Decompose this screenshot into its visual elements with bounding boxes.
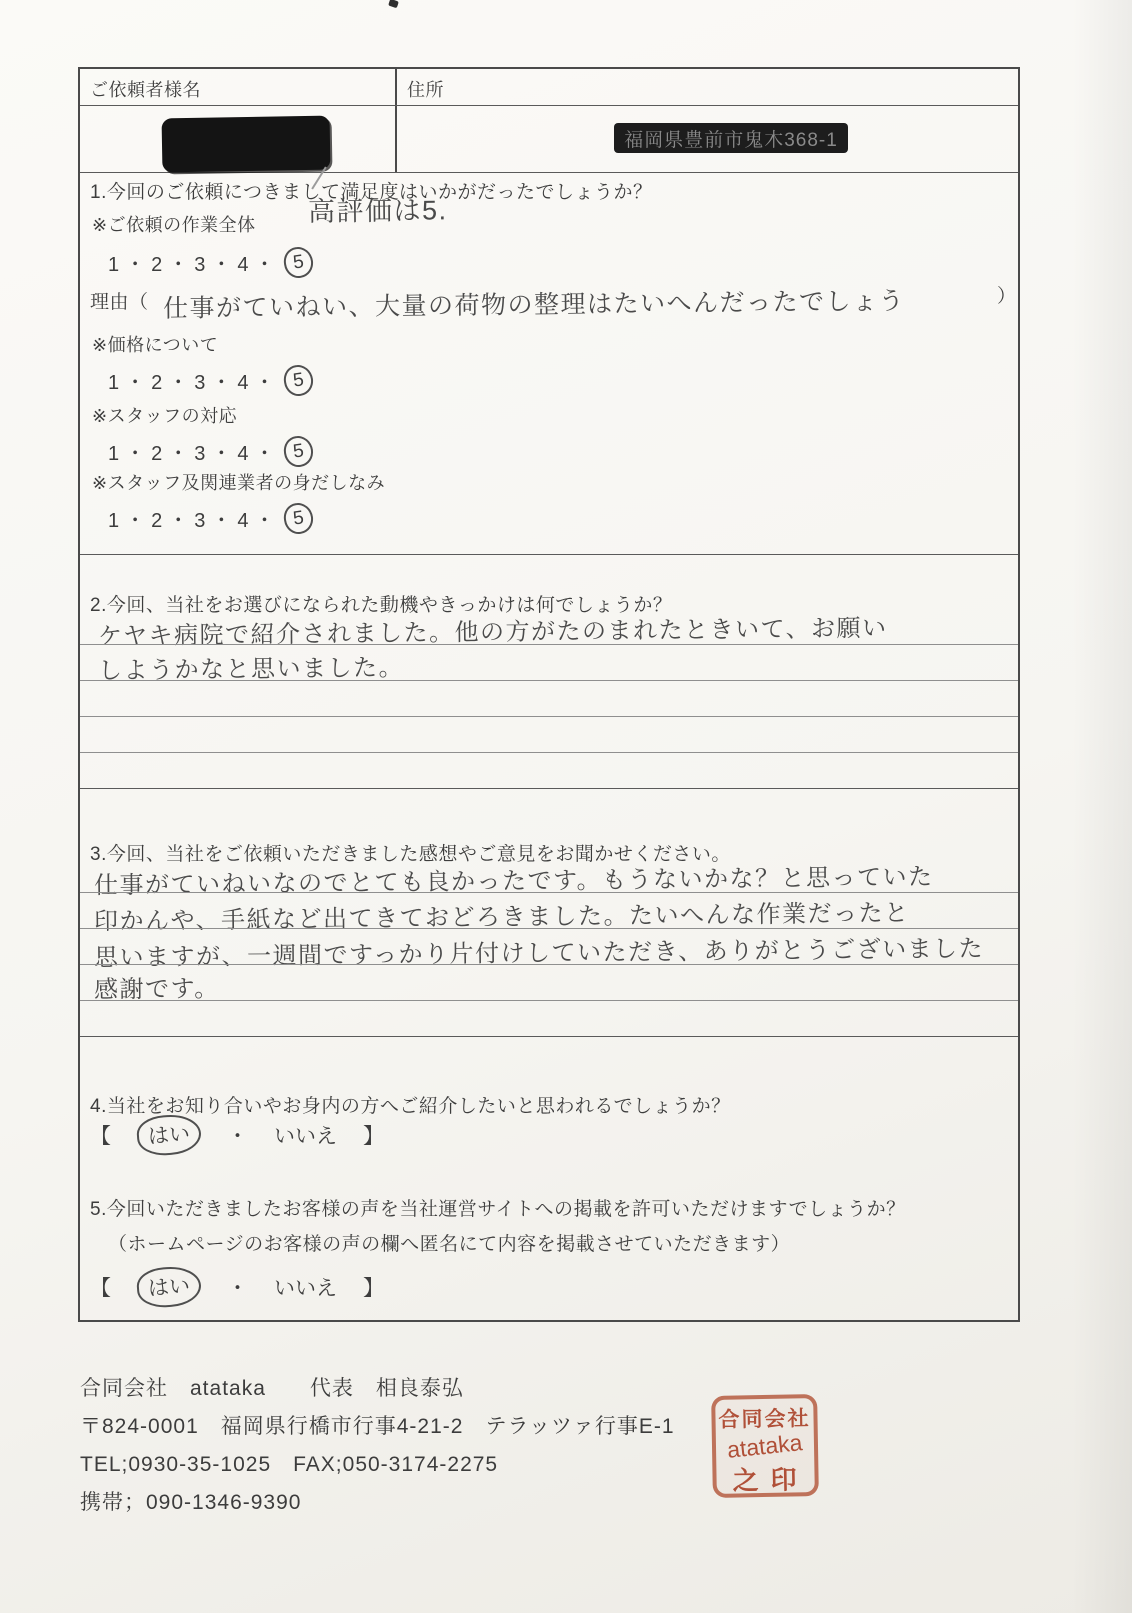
address-redacted-text: 福岡県豊前市鬼木368-1 <box>624 129 838 151</box>
client-name-redaction <box>162 116 331 173</box>
q3-answer-line-1: 仕事がていねいなのでとても良かったです。もうないかな？と思っていた <box>93 863 934 900</box>
rating-circled-5: 5 <box>281 434 314 469</box>
q1-item-staff-label: ※スタッフの対応 <box>92 406 238 426</box>
rating-circled-5: 5 <box>281 363 314 398</box>
rating-scale-numbers: 1・2・3・4・ <box>108 510 281 532</box>
scan-edge-shadow <box>1072 0 1132 1613</box>
q1-rating-staff <box>108 436 313 467</box>
address-label: 住所 <box>407 80 444 100</box>
choice-separator: ・ <box>227 1277 248 1300</box>
question-3-title: 3.今回、当社をご依頼いただきました感想やご意見をお聞かせください。 <box>90 844 731 865</box>
q1-reason-handwritten: 仕事がていねい、大量の荷物の整理はたいへんだったでしょう <box>162 287 905 323</box>
seal-line-1: 合同会社 <box>718 1407 811 1432</box>
q1-item-grooming-label: ※スタッフ及関連業者の身だしなみ <box>92 473 386 493</box>
seal-line-2: atataka <box>726 1429 804 1463</box>
q5-option-no: いいえ <box>274 1277 337 1300</box>
q1-item-price-label: ※価格について <box>92 335 219 355</box>
q1-overall-handwritten-note: 高評価は5. <box>307 195 448 227</box>
q2-answer-line-1: ケヤキ病院で紹介されました。他の方がたのまれたときいて、お願い <box>97 614 888 651</box>
question-4-title: 4.当社をお知り合いやお身内の方へご紹介したいと思われるでしょうか？ <box>90 1096 731 1117</box>
ruled-line <box>80 964 1018 965</box>
rating-circled-5: 5 <box>281 245 314 280</box>
section-divider-q3-q4 <box>80 1036 1018 1037</box>
q4-choice-row <box>90 1115 384 1155</box>
bracket-open: 【 <box>90 1125 111 1148</box>
q3-answer-line-2: 印かんや、手紙など出てきておどろきました。たいへんな作業だったと <box>93 899 910 936</box>
rating-scale-numbers: 1・2・3・4・ <box>108 372 281 394</box>
client-name-label: ご依頼者様名 <box>90 80 201 100</box>
table-header-divider <box>80 105 1018 106</box>
q1-reason-row <box>90 287 905 321</box>
q1-rating-price <box>108 365 313 396</box>
q5-note: （ホームページのお客様の声の欄へ匿名にて内容を掲載させていただきます） <box>108 1234 791 1255</box>
ruled-line <box>80 680 1018 681</box>
q4-selected-yes: はい <box>136 1113 203 1157</box>
ruled-line <box>80 644 1018 645</box>
question-5-title: 5.今回いただきましたお客様の声を当社運営サイトへの掲載を許可いただけますでしょうか？ <box>90 1199 906 1220</box>
bracket-close: 】 <box>363 1125 384 1148</box>
q1-item-overall-label: ※ご依頼の作業全体 <box>92 215 256 235</box>
table-bottom-border <box>80 172 1018 173</box>
bracket-close: 】 <box>363 1277 384 1300</box>
q3-answer-line-4: 感謝です。 <box>93 975 220 1004</box>
bracket-open: 【 <box>90 1277 111 1300</box>
choice-separator: ・ <box>227 1125 248 1148</box>
footer-company-line: 合同会社 atataka 代表 相良泰弘 <box>80 1377 464 1400</box>
footer-address-line: 〒824-0001 福岡県行橋市行事4-21-2 テラッツァ行事E-1 <box>80 1415 675 1438</box>
rating-scale-numbers: 1・2・3・4・ <box>108 443 281 465</box>
scan-artifact-speck <box>388 0 399 8</box>
section-divider-q1-q2 <box>80 554 1018 555</box>
address-redaction <box>614 123 848 153</box>
ruled-line <box>80 752 1018 753</box>
company-seal-stamp <box>711 1394 819 1498</box>
ruled-line <box>80 716 1018 717</box>
q5-choice-row <box>90 1267 384 1307</box>
q5-selected-yes: はい <box>136 1265 203 1309</box>
question-2-title: 2.今回、当社をお選びになられた動機やきっかけは何でしょうか？ <box>90 595 673 616</box>
rating-circled-5: 5 <box>281 501 314 536</box>
survey-form <box>78 67 1020 1322</box>
footer-mobile-line: 携帯；090-1346-9390 <box>80 1491 302 1514</box>
question-1-title: 1.今回のご依頼につきまして満足度はいかがだったでしょうか？ <box>90 182 653 203</box>
q4-option-no: いいえ <box>274 1125 337 1148</box>
q1-reason-label: 理由（ <box>90 292 149 313</box>
footer-phone-line: TEL;0930-35-1025 FAX;050-3174-2275 <box>80 1453 499 1476</box>
q1-rating-grooming <box>108 503 313 534</box>
rating-scale-numbers: 1・2・3・4・ <box>108 254 281 276</box>
q2-answer-line-2: しようかなと思いました。 <box>97 654 405 685</box>
seal-line-3: 之印 <box>732 1464 809 1496</box>
q1-rating-overall <box>108 247 313 278</box>
q3-answer-line-3: 思いますが、一週間ですっかり片付けしていただき、ありがとうございました <box>93 935 985 972</box>
ruled-line <box>80 1000 1018 1001</box>
table-column-divider <box>395 69 397 172</box>
section-divider-q2-q3 <box>80 788 1018 789</box>
q1-reason-close-paren: ） <box>997 286 1017 307</box>
